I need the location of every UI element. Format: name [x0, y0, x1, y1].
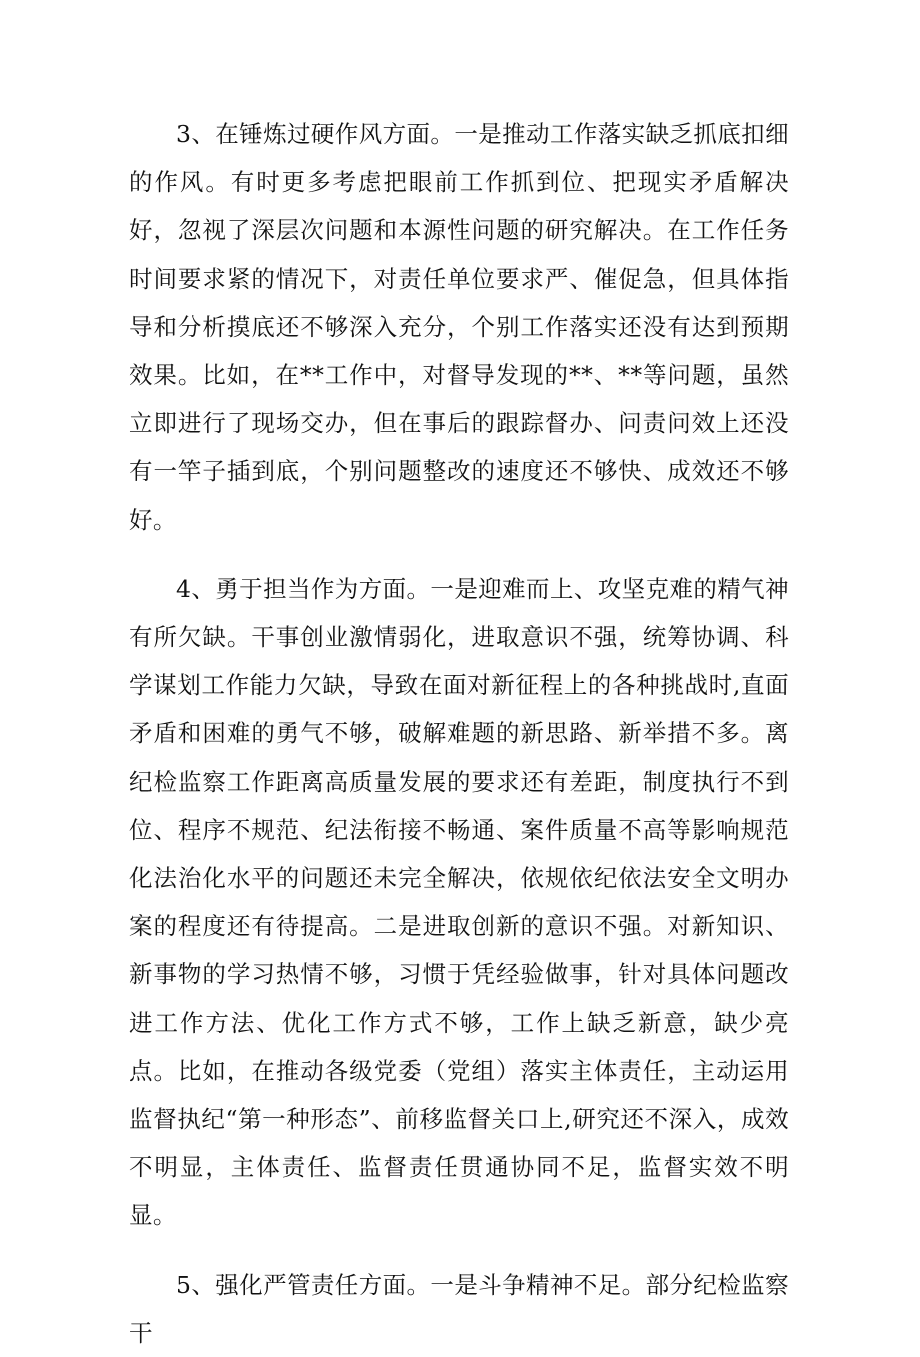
paragraph-4-responsibility: 4、勇于担当作为方面。一是迎难而上、攻坚克难的精气神有所欠缺。干事创业激情弱化，进取意识不强，统筹协调、科学谋划工作能力欠缺，导致在面对新征程上的各种挑战时,直面矛盾和困难的勇气不够，破解难题的新思路、新举措不多。离纪检监察工作距离高质量发展的要求还有差距，制度执行不到位、程序不规范、纪法衔接不畅通、案件质量不高等影响规范化法治化水平的问题还未完全解决，依规依纪依法安全文明办案的程度还有待提高。二是进取创新的意识不强。对新知识、新事物的学习热情不够，习惯于凭经验做事，针对具体问题改进工作方法、优化工作方式不够，工作上缺乏新意，缺少亮点。比如，在推动各级党委（党组）落实主体责任，主动运用监督执纪“第一种形态”、前移监督关口上,研究还不深入，成效不明显，主体责任、监督责任贯通协同不足，监督实效不明显。 — [129, 574, 789, 1230]
paragraph-5-strict-management: 5、强化严管责任方面。一是斗争精神不足。部分纪检监察干 — [129, 1270, 789, 1347]
paragraph-3-work-style: 3、在锤炼过硬作风方面。一是推动工作落实缺乏抓底扣细的作风。有时更多考虑把眼前工作抓到位、把现实矛盾解决好，忽视了深层次问题和本源性问题的研究解决。在工作任务时间要求紧的情况下，对责任单位要求严、催促急，但具体指导和分析摸底还不够深入充分，个别工作落实还没有达到预期效果。比如，在**工作中，对督导发现的**、**等问题，虽然立即进行了现场交办，但在事后的跟踪督办、问责问效上还没有一竿子插到底，个别问题整改的速度还不够快、成效还不够好。 — [129, 120, 789, 534]
document-body — [129, 110, 789, 1357]
